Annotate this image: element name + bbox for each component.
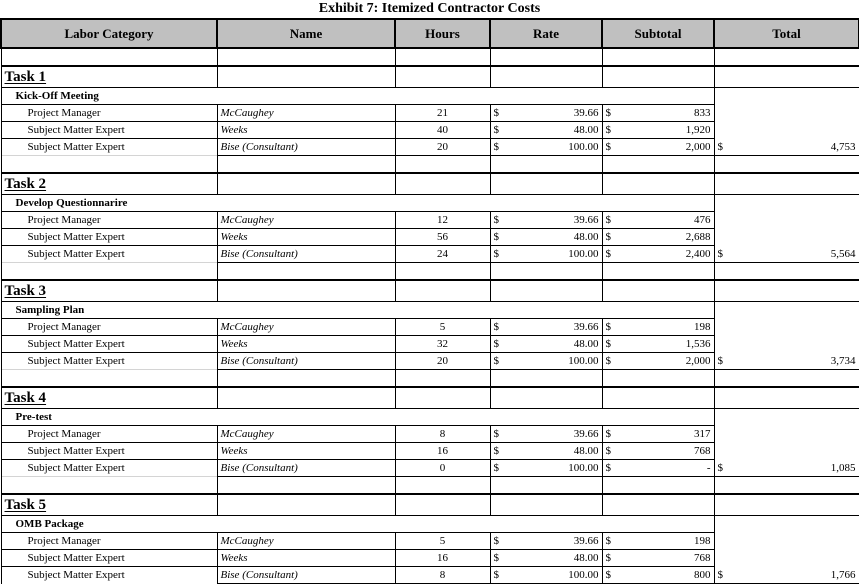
- empty-cell: [490, 477, 602, 495]
- currency-sign: $: [493, 231, 499, 243]
- rate: [490, 246, 602, 263]
- hours: 5: [395, 319, 490, 336]
- task-heading-row: [1, 173, 859, 195]
- labor-category: Subject Matter Expert: [1, 139, 217, 156]
- rate-value: 39.66: [573, 321, 599, 333]
- empty-cell: [217, 173, 395, 195]
- person-name: McCaughey: [217, 319, 395, 336]
- currency-sign: $: [605, 231, 611, 243]
- empty-cell: [490, 263, 602, 281]
- rate-value: 39.66: [573, 535, 599, 547]
- task-total-cell: [714, 195, 859, 263]
- task-total: [718, 246, 856, 262]
- currency-sign: $: [605, 141, 611, 153]
- currency-sign: $: [605, 248, 611, 260]
- task-heading-row: [1, 494, 859, 516]
- labor-category: Subject Matter Expert: [1, 122, 217, 139]
- empty-cell: [602, 66, 714, 88]
- hours: 0: [395, 460, 490, 477]
- rate-value: 48.00: [573, 338, 599, 350]
- subtotal-value: 833: [694, 107, 711, 119]
- rate: [490, 212, 602, 229]
- task-title: Task 2: [4, 175, 47, 192]
- empty-cell: [395, 156, 490, 174]
- empty-cell: [714, 66, 859, 88]
- empty-cell: [490, 370, 602, 388]
- rate-value: 48.00: [573, 552, 599, 564]
- person-name: Weeks: [217, 550, 395, 567]
- rate: [490, 139, 602, 156]
- rate: [490, 550, 602, 567]
- subtotal: [602, 212, 714, 229]
- task-total-value: 1,085: [830, 462, 856, 474]
- empty-cell: [395, 477, 490, 495]
- empty-cell: [490, 173, 602, 195]
- empty-cell: [395, 263, 490, 281]
- rate-value: 100.00: [568, 248, 599, 260]
- task-subtitle-row: [1, 409, 859, 426]
- empty-cell: [217, 48, 395, 66]
- empty-cell: [395, 48, 490, 66]
- col-hours: Hours: [395, 19, 490, 48]
- subtotal: [602, 229, 714, 246]
- subtotal: [602, 443, 714, 460]
- empty-cell: [217, 370, 395, 388]
- currency-sign: $: [605, 569, 611, 581]
- task-total-value: 5,564: [830, 248, 856, 260]
- currency-sign: $: [493, 321, 499, 333]
- currency-sign: $: [605, 552, 611, 564]
- labor-category: Project Manager: [1, 426, 217, 443]
- subtotal: [602, 336, 714, 353]
- currency-sign: $: [605, 428, 611, 440]
- task-total-cell: [714, 88, 859, 156]
- subtotal: [602, 246, 714, 263]
- rate-value: 48.00: [573, 124, 599, 136]
- task-subtitle: Develop Questionnarire: [1, 195, 714, 212]
- empty-cell: [602, 387, 714, 409]
- task-subtitle-row: [1, 516, 859, 533]
- currency-sign: $: [717, 569, 723, 581]
- empty-cell: [490, 387, 602, 409]
- hours: 16: [395, 550, 490, 567]
- subtotal-value: -: [706, 462, 711, 474]
- subtotal-value: 198: [694, 321, 711, 333]
- hours: 20: [395, 139, 490, 156]
- currency-sign: $: [605, 124, 611, 136]
- rate-value: 48.00: [573, 445, 599, 457]
- col-rate: Rate: [490, 19, 602, 48]
- hours: 32: [395, 336, 490, 353]
- currency-sign: $: [493, 535, 499, 547]
- labor-category: Project Manager: [1, 105, 217, 122]
- header-row: [1, 19, 859, 48]
- person-name: McCaughey: [217, 105, 395, 122]
- task-title: Task 5: [4, 496, 47, 513]
- subtotal-value: 198: [694, 535, 711, 547]
- empty-cell: [602, 173, 714, 195]
- rate: [490, 229, 602, 246]
- empty-cell: [602, 370, 714, 388]
- rate: [490, 443, 602, 460]
- task-total: [718, 567, 856, 583]
- empty-cell: [217, 387, 395, 409]
- labor-category: Subject Matter Expert: [1, 567, 217, 584]
- currency-sign: $: [493, 569, 499, 581]
- person-name: McCaughey: [217, 426, 395, 443]
- rate-value: 100.00: [568, 141, 599, 153]
- currency-sign: $: [605, 535, 611, 547]
- empty-cell: [217, 66, 395, 88]
- task-label: [1, 173, 217, 195]
- currency-sign: $: [605, 338, 611, 350]
- currency-sign: $: [493, 124, 499, 136]
- currency-sign: $: [493, 141, 499, 153]
- task-heading-row: [1, 280, 859, 302]
- cost-table: [0, 18, 859, 584]
- hours: 5: [395, 533, 490, 550]
- spacer-row: [1, 156, 859, 174]
- rate-value: 100.00: [568, 569, 599, 581]
- subtotal-value: 768: [694, 445, 711, 457]
- col-name: Name: [217, 19, 395, 48]
- person-name: Weeks: [217, 122, 395, 139]
- labor-category: Project Manager: [1, 319, 217, 336]
- rate: [490, 567, 602, 584]
- currency-sign: $: [605, 355, 611, 367]
- person-name: Bise (Consultant): [217, 139, 395, 156]
- empty-cell: [1, 156, 217, 174]
- empty-cell: [602, 263, 714, 281]
- hours: 8: [395, 567, 490, 584]
- currency-sign: $: [717, 141, 723, 153]
- empty-cell: [490, 48, 602, 66]
- task-total-cell: [714, 516, 859, 584]
- currency-sign: $: [605, 214, 611, 226]
- empty-cell: [395, 66, 490, 88]
- subtotal: [602, 122, 714, 139]
- empty-cell: [490, 280, 602, 302]
- empty-cell: [714, 156, 859, 174]
- task-total: [718, 460, 856, 476]
- empty-cell: [602, 156, 714, 174]
- exhibit-title: Exhibit 7: Itemized Contractor Costs: [318, 1, 541, 16]
- currency-sign: $: [605, 107, 611, 119]
- empty-cell: [395, 494, 490, 516]
- task-label: [1, 387, 217, 409]
- hours: 40: [395, 122, 490, 139]
- labor-category: Project Manager: [1, 533, 217, 550]
- empty-cell: [490, 494, 602, 516]
- person-name: McCaughey: [217, 533, 395, 550]
- currency-sign: $: [717, 248, 723, 260]
- subtotal-value: 1,920: [685, 124, 711, 136]
- person-name: Weeks: [217, 229, 395, 246]
- currency-sign: $: [717, 355, 723, 367]
- task-total: [718, 139, 856, 155]
- empty-cell: [395, 387, 490, 409]
- task-subtitle-row: [1, 195, 859, 212]
- task-total: [718, 353, 856, 369]
- currency-sign: $: [493, 214, 499, 226]
- currency-sign: $: [493, 445, 499, 457]
- hours: 21: [395, 105, 490, 122]
- empty-cell: [602, 494, 714, 516]
- task-total-value: 1,766: [830, 569, 856, 581]
- subtotal: [602, 550, 714, 567]
- rate-value: 100.00: [568, 462, 599, 474]
- task-label: [1, 66, 217, 88]
- empty-cell: [395, 370, 490, 388]
- hours: 20: [395, 353, 490, 370]
- currency-sign: $: [717, 462, 723, 474]
- subtotal: [602, 105, 714, 122]
- rate-value: 100.00: [568, 355, 599, 367]
- empty-cell: [490, 156, 602, 174]
- task-title: Task 4: [4, 389, 47, 406]
- col-total: Total: [714, 19, 859, 48]
- empty-cell: [1, 370, 217, 388]
- task-heading-row: [1, 387, 859, 409]
- col-subtotal: Subtotal: [602, 19, 714, 48]
- hours: 24: [395, 246, 490, 263]
- person-name: Bise (Consultant): [217, 567, 395, 584]
- hours: 16: [395, 443, 490, 460]
- spacer-row: [1, 263, 859, 281]
- rate: [490, 319, 602, 336]
- empty-cell: [714, 173, 859, 195]
- empty-cell: [217, 477, 395, 495]
- subtotal: [602, 319, 714, 336]
- task-label: [1, 280, 217, 302]
- rate-value: 39.66: [573, 214, 599, 226]
- task-subtitle-row: [1, 302, 859, 319]
- task-title: Task 1: [4, 68, 47, 85]
- task-subtitle: OMB Package: [1, 516, 714, 533]
- currency-sign: $: [493, 428, 499, 440]
- empty-cell: [714, 494, 859, 516]
- hours: 12: [395, 212, 490, 229]
- subtotal-value: 476: [694, 214, 711, 226]
- empty-cell: [714, 370, 859, 388]
- empty-cell: [602, 48, 714, 66]
- empty-cell: [1, 48, 217, 66]
- person-name: Bise (Consultant): [217, 246, 395, 263]
- empty-cell: [395, 173, 490, 195]
- task-subtitle-row: [1, 88, 859, 105]
- table-body: [1, 48, 859, 584]
- currency-sign: $: [493, 338, 499, 350]
- empty-cell: [217, 263, 395, 281]
- subtotal: [602, 567, 714, 584]
- rate: [490, 533, 602, 550]
- subtotal-value: 2,688: [685, 231, 711, 243]
- empty-cell: [1, 263, 217, 281]
- empty-cell: [490, 66, 602, 88]
- hours: 8: [395, 426, 490, 443]
- empty-cell: [217, 494, 395, 516]
- spacer-row: [1, 48, 859, 66]
- currency-sign: $: [605, 321, 611, 333]
- empty-cell: [1, 477, 217, 495]
- subtotal: [602, 353, 714, 370]
- task-label: [1, 494, 217, 516]
- empty-cell: [217, 280, 395, 302]
- person-name: Weeks: [217, 443, 395, 460]
- task-heading-row: [1, 66, 859, 88]
- subtotal-value: 768: [694, 552, 711, 564]
- rate-value: 39.66: [573, 428, 599, 440]
- empty-cell: [714, 387, 859, 409]
- rate-value: 39.66: [573, 107, 599, 119]
- subtotal: [602, 460, 714, 477]
- subtotal-value: 800: [694, 569, 711, 581]
- spacer-row: [1, 477, 859, 495]
- task-title: Task 3: [4, 282, 47, 299]
- empty-cell: [714, 48, 859, 66]
- labor-category: Subject Matter Expert: [1, 550, 217, 567]
- task-total-cell: [714, 302, 859, 370]
- task-total-cell: [714, 409, 859, 477]
- empty-cell: [217, 156, 395, 174]
- currency-sign: $: [605, 445, 611, 457]
- currency-sign: $: [493, 107, 499, 119]
- rate: [490, 122, 602, 139]
- currency-sign: $: [493, 355, 499, 367]
- rate: [490, 105, 602, 122]
- subtotal: [602, 139, 714, 156]
- labor-category: Subject Matter Expert: [1, 443, 217, 460]
- currency-sign: $: [493, 552, 499, 564]
- empty-cell: [714, 280, 859, 302]
- empty-cell: [602, 477, 714, 495]
- labor-category: Subject Matter Expert: [1, 353, 217, 370]
- currency-sign: $: [493, 248, 499, 260]
- task-subtitle: Sampling Plan: [1, 302, 714, 319]
- subtotal-value: 1,536: [685, 338, 711, 350]
- task-total-value: 3,734: [830, 355, 856, 367]
- empty-cell: [602, 280, 714, 302]
- task-subtitle: Kick-Off Meeting: [1, 88, 714, 105]
- empty-cell: [714, 263, 859, 281]
- labor-category: Subject Matter Expert: [1, 336, 217, 353]
- subtotal: [602, 533, 714, 550]
- subtotal-value: 2,400: [685, 248, 711, 260]
- labor-category: Project Manager: [1, 212, 217, 229]
- subtotal-value: 317: [694, 428, 711, 440]
- empty-cell: [395, 280, 490, 302]
- currency-sign: $: [493, 462, 499, 474]
- spacer-row: [1, 370, 859, 388]
- subtotal-value: 2,000: [685, 141, 711, 153]
- person-name: Bise (Consultant): [217, 353, 395, 370]
- person-name: McCaughey: [217, 212, 395, 229]
- task-subtitle: Pre-test: [1, 409, 714, 426]
- col-labor-category: Labor Category: [1, 19, 217, 48]
- subtotal-value: 2,000: [685, 355, 711, 367]
- person-name: Weeks: [217, 336, 395, 353]
- task-total-value: 4,753: [830, 141, 856, 153]
- hours: 56: [395, 229, 490, 246]
- subtotal: [602, 426, 714, 443]
- person-name: Bise (Consultant): [217, 460, 395, 477]
- rate-value: 48.00: [573, 231, 599, 243]
- labor-category: Subject Matter Expert: [1, 246, 217, 263]
- currency-sign: $: [605, 462, 611, 474]
- rate: [490, 460, 602, 477]
- rate: [490, 353, 602, 370]
- rate: [490, 336, 602, 353]
- labor-category: Subject Matter Expert: [1, 229, 217, 246]
- rate: [490, 426, 602, 443]
- labor-category: Subject Matter Expert: [1, 460, 217, 477]
- empty-cell: [714, 477, 859, 495]
